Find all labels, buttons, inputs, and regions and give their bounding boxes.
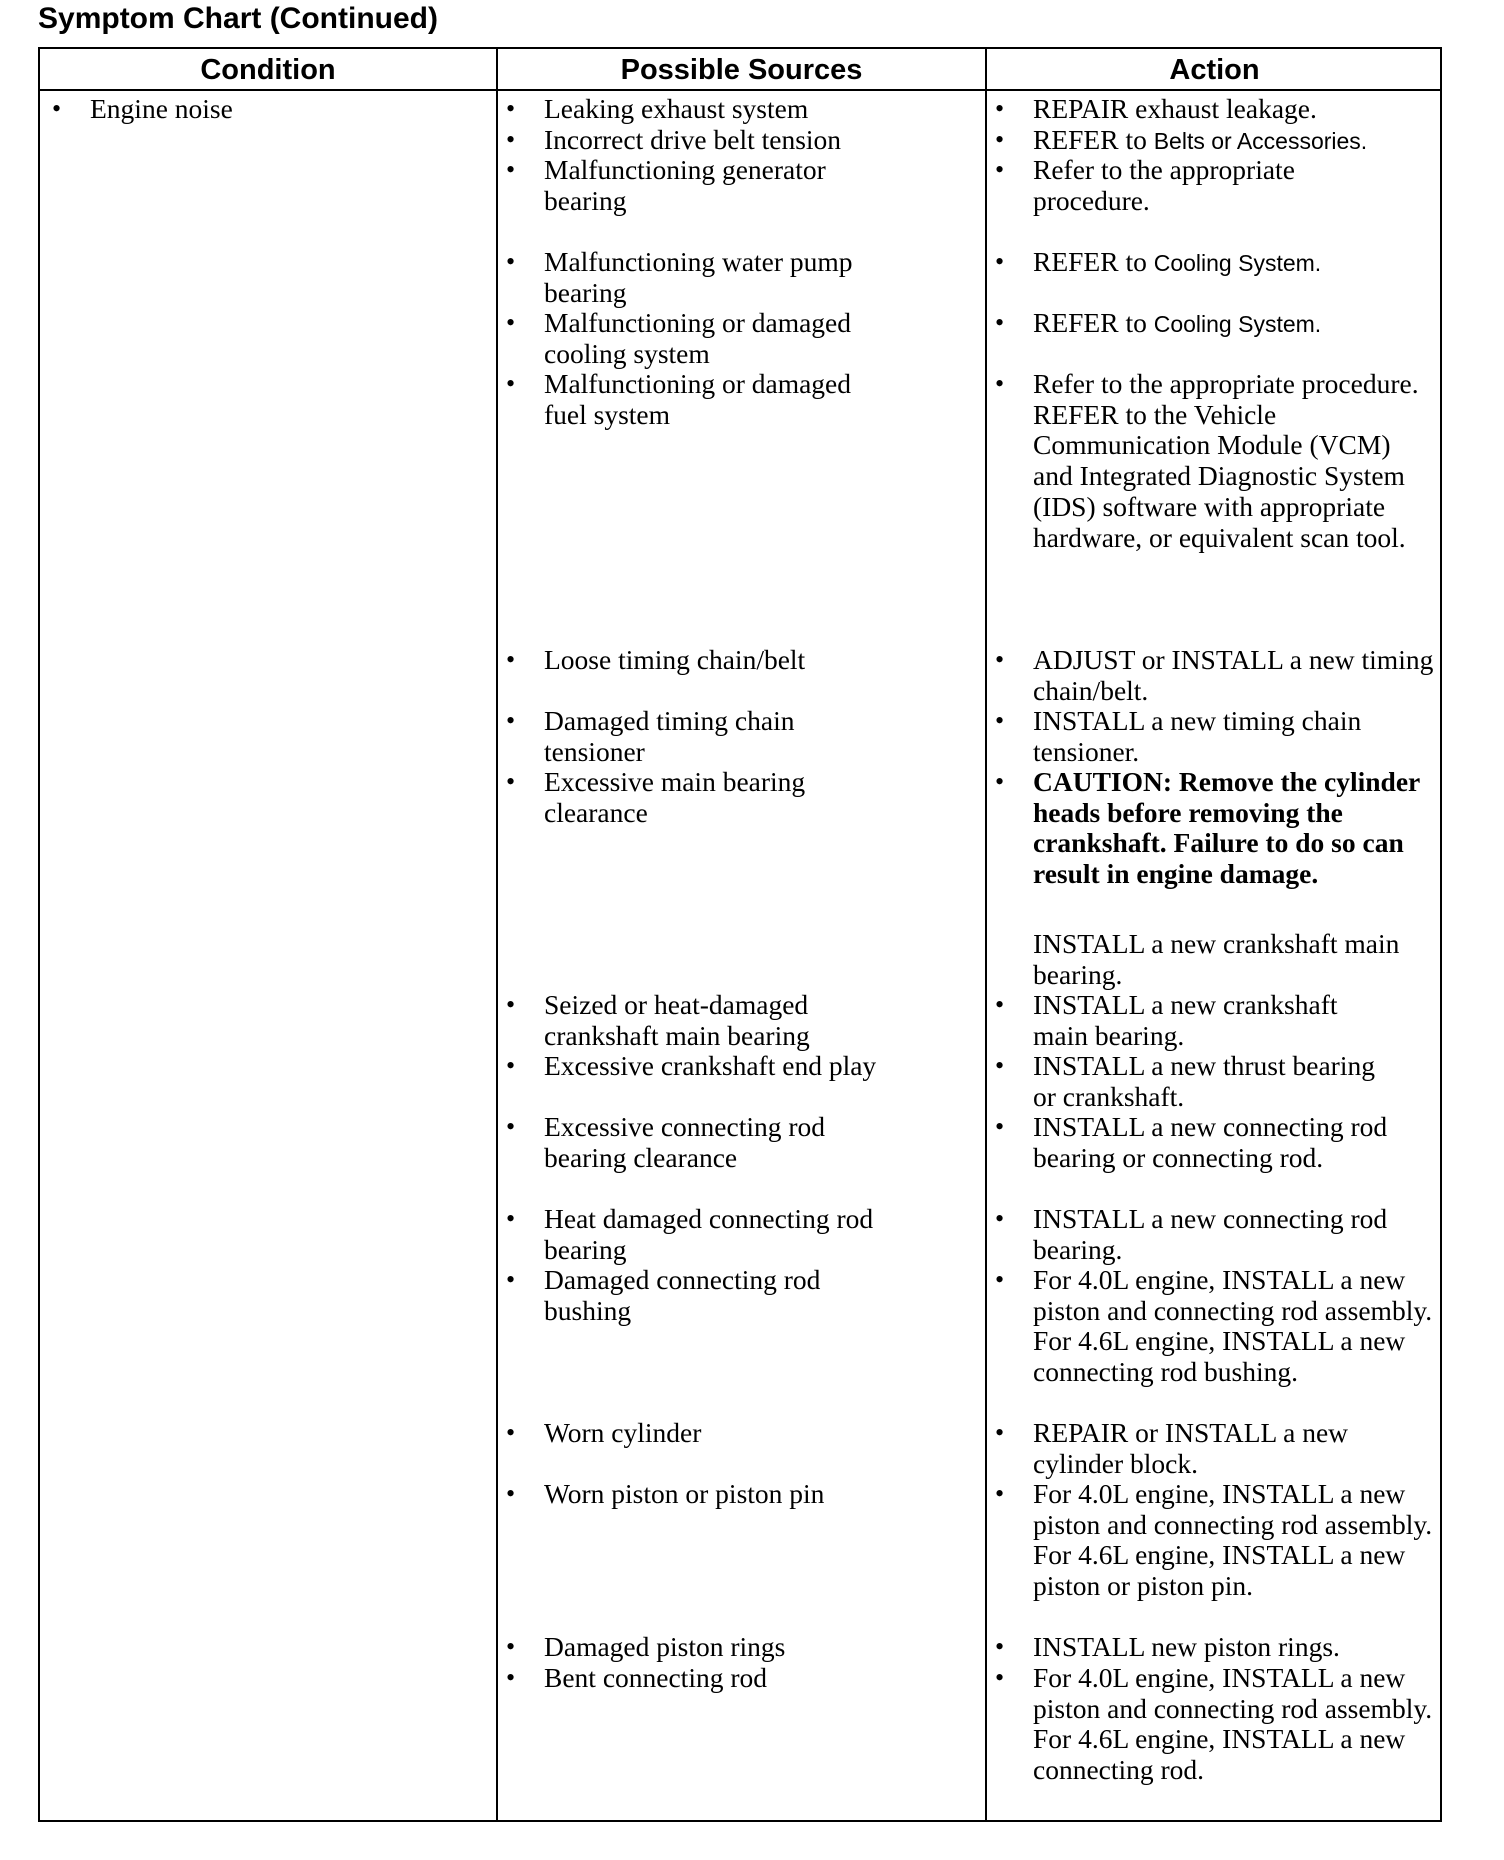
source-item: • Loose timing chain/belt bbox=[506, 644, 806, 675]
action-item: • CAUTION: Remove the cylinder heads before removing the crankshaft. Failure to do so can result in engine damage. bbox=[995, 767, 1425, 890]
source-item: • Incorrect drive belt tension bbox=[506, 124, 842, 155]
source-item: • Damaged timing chain tensioner bbox=[506, 705, 795, 767]
action-item: • For 4.0L engine, INSTALL a new piston and connecting rod assembly. For 4.6L engine, INSTALL a new connecting rod bushing. bbox=[995, 1264, 1433, 1388]
source-item: • Worn cylinder bbox=[506, 1417, 702, 1448]
action-item: • REFER to Cooling System. bbox=[995, 246, 1322, 277]
action-item: • INSTALL a new thrust bearing or crankshaft. bbox=[995, 1050, 1375, 1112]
source-item: • Damaged connecting rod bushing bbox=[506, 1264, 821, 1326]
action-item: • INSTALL a new connecting rod bearing. bbox=[995, 1203, 1388, 1265]
source-item: • Malfunctioning or damaged fuel system bbox=[506, 368, 851, 430]
header-action: Action bbox=[1169, 54, 1260, 86]
action-item: • INSTALL a new connecting rod bearing or connecting rod. bbox=[995, 1111, 1388, 1173]
source-item: • Excessive connecting rod bearing clearance bbox=[506, 1111, 826, 1173]
header-possible-sources: Possible Sources bbox=[620, 54, 863, 86]
page-title: Symptom Chart (Continued) bbox=[38, 2, 438, 35]
action-item: • INSTALL a new timing chain tensioner. bbox=[995, 705, 1362, 767]
action-item: • Refer to the appropriate procedure. REFER to the Vehicle Communication Module (VCM) and Integrated Diagnostic System (IDS) software with appropriate hardware, or equivalent scan tool. bbox=[995, 368, 1419, 553]
caution-text: CAUTION: Remove the cylinder heads before removing the crankshaft. Failure to do so can result in engine damage. bbox=[1033, 766, 1420, 890]
source-item: • Heat damaged connecting rod bearing bbox=[506, 1203, 874, 1265]
action-text: INSTALL a new crankshaft main bearing. bbox=[1033, 928, 1400, 990]
action-item: • For 4.0L engine, INSTALL a new piston and connecting rod assembly. For 4.6L engine, INSTALL a new piston or piston pin. bbox=[995, 1478, 1433, 1602]
bullet: • bbox=[52, 94, 62, 123]
action-item: • Refer to the appropriate procedure. bbox=[995, 154, 1295, 216]
source-item: • Seized or heat-damaged crankshaft main bearing bbox=[506, 989, 810, 1051]
action-item: • ADJUST or INSTALL a new timing chain/belt. bbox=[995, 644, 1434, 706]
header-divider bbox=[40, 89, 1440, 91]
source-item: • Malfunctioning or damaged cooling system bbox=[506, 307, 851, 369]
action-item: • INSTALL new piston rings. bbox=[995, 1631, 1340, 1662]
source-item: • Excessive crankshaft end play bbox=[506, 1050, 877, 1081]
source-item: • Damaged piston rings bbox=[506, 1631, 786, 1662]
action-item: • REPAIR or INSTALL a new cylinder block. bbox=[995, 1417, 1349, 1479]
source-item: • Malfunctioning water pump bearing bbox=[506, 246, 853, 308]
source-item: • Worn piston or piston pin bbox=[506, 1478, 825, 1509]
action-item: • REPAIR exhaust leakage. bbox=[995, 93, 1317, 124]
source-item: • Excessive main bearing clearance bbox=[506, 766, 806, 828]
action-item: • INSTALL a new crankshaft main bearing. bbox=[995, 989, 1338, 1051]
source-item: • Malfunctioning generator bearing bbox=[506, 154, 826, 216]
condition-item: • Engine noise bbox=[52, 93, 233, 124]
action-item: • REFER to Cooling System. bbox=[995, 307, 1322, 338]
column-divider bbox=[985, 49, 987, 1820]
action-item: • REFER to Belts or Accessories. bbox=[995, 124, 1368, 155]
action-item: • For 4.0L engine, INSTALL a new piston and connecting rod assembly. For 4.6L engine, INSTALL a new connecting rod. bbox=[995, 1662, 1433, 1786]
source-item: • Leaking exhaust system bbox=[506, 93, 809, 124]
header-condition: Condition bbox=[200, 54, 336, 86]
symptom-table bbox=[38, 47, 1442, 1822]
column-divider bbox=[496, 49, 498, 1820]
source-item: • Bent connecting rod bbox=[506, 1662, 767, 1693]
